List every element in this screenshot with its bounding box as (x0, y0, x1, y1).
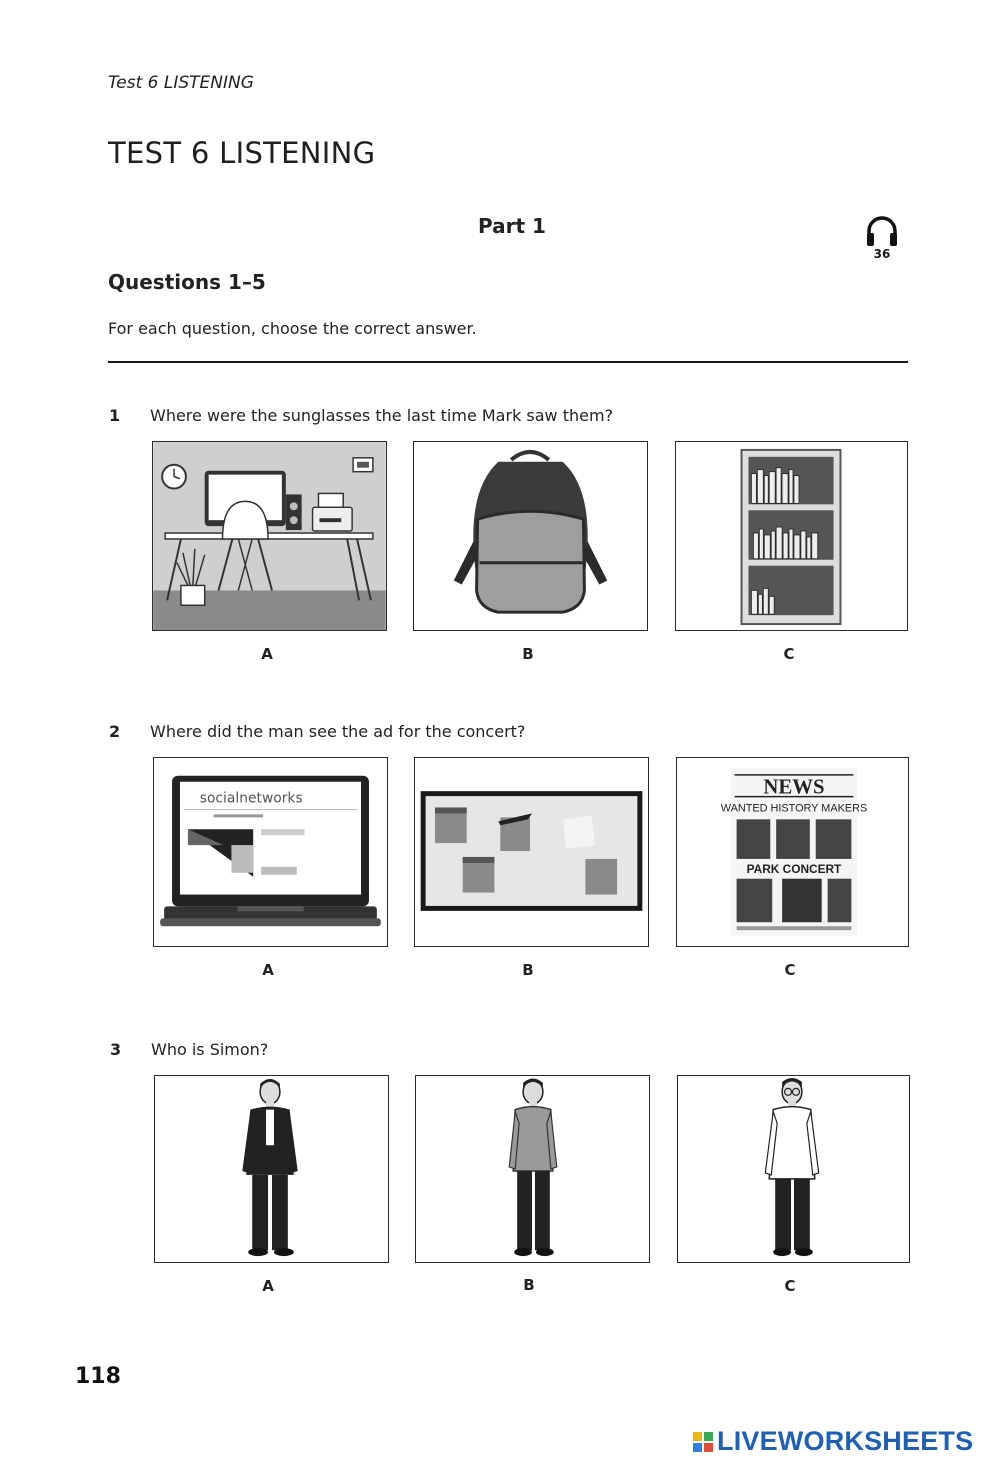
option-label-c: C (783, 645, 795, 663)
option-label-c: C (784, 961, 796, 979)
option-image-bookshelf[interactable] (675, 441, 908, 631)
instructions: For each question, choose the correct answer. (108, 319, 477, 338)
newspaper-subheadline: PARK CONCERT (746, 861, 842, 876)
page-number: 118 (75, 1364, 121, 1389)
option-image-newspaper[interactable] (676, 757, 909, 947)
newspaper-illustration (677, 758, 908, 946)
part-heading: Part 1 (478, 214, 546, 238)
brand-logo[interactable] (693, 1426, 973, 1457)
option-label-a: A (261, 645, 273, 663)
running-head: Test 6 LISTENING (108, 73, 254, 93)
question-number: 3 (110, 1040, 122, 1059)
audio-track-badge (860, 214, 904, 261)
option-label-b: B (522, 645, 534, 663)
bookshelf-illustration (676, 442, 907, 630)
question-text: Who is Simon? (151, 1040, 269, 1059)
option-label-b: B (523, 1276, 535, 1294)
option-image-laptop[interactable] (153, 757, 388, 947)
laptop-screen-text: socialnetworks (199, 790, 303, 807)
question-text: Where did the man see the ad for the concert? (150, 722, 526, 741)
laptop-illustration (154, 758, 387, 946)
option-image-notice-board[interactable] (414, 757, 649, 947)
newspaper-headline: WANTED HISTORY MAKERS (720, 802, 868, 815)
divider (108, 361, 908, 363)
headphones-icon (864, 214, 900, 248)
page-title: TEST 6 LISTENING (108, 136, 376, 170)
notice-board-illustration (415, 758, 648, 946)
backpack-illustration (414, 442, 647, 630)
brand-name: LIVEWORKSHEETS (717, 1426, 974, 1456)
desk-illustration (153, 442, 386, 630)
option-image-backpack[interactable] (413, 441, 648, 631)
questions-heading: Questions 1–5 (108, 270, 266, 294)
option-label-a: A (262, 961, 274, 979)
option-label-c: C (784, 1277, 796, 1295)
option-label-a: A (262, 1277, 274, 1295)
option-image-man-b[interactable] (415, 1075, 650, 1263)
question-text: Where were the sunglasses the last time Mark saw them? (150, 406, 614, 425)
audio-track-number: 36 (873, 247, 891, 261)
newspaper-masthead: NEWS (763, 775, 825, 799)
man-dark-jacket-illustration (155, 1076, 388, 1262)
man-glasses-sweater-illustration (678, 1076, 909, 1262)
option-image-desk[interactable] (152, 441, 387, 631)
liveworksheets-logo-icon (693, 1432, 713, 1452)
question-number: 1 (109, 406, 121, 425)
question-number: 2 (109, 722, 121, 741)
option-label-b: B (522, 961, 534, 979)
man-grey-shirt-illustration (416, 1076, 649, 1262)
option-image-man-c[interactable] (677, 1075, 910, 1263)
option-image-man-a[interactable] (154, 1075, 389, 1263)
